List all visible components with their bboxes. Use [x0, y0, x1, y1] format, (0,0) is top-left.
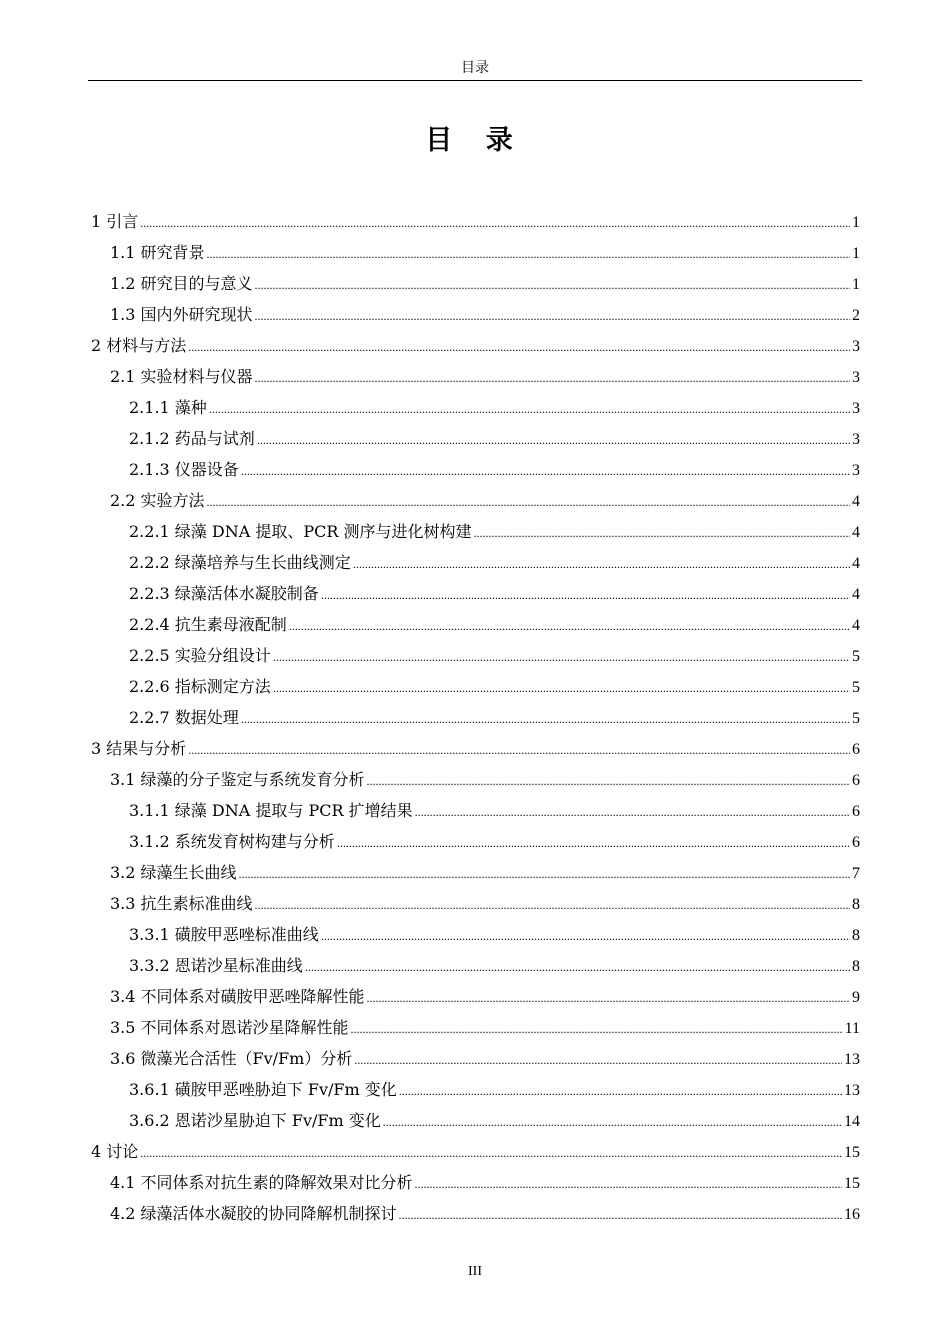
toc-dot-leader: [255, 270, 850, 301]
toc-entry[interactable]: [110, 299, 860, 330]
toc-entry-page: 3: [852, 400, 860, 417]
toc-dot-leader: [140, 208, 850, 239]
toc-dot-leader: [207, 239, 850, 270]
toc-dot-leader: [273, 642, 850, 673]
toc-entry-page: 6: [852, 803, 860, 820]
toc-entry-page: 8: [852, 958, 860, 975]
toc-dot-leader: [367, 983, 850, 1014]
toc-entry-page: 4: [852, 493, 860, 510]
toc-entry-label: 2.1.2 药品与试剂: [129, 429, 255, 448]
toc-entry[interactable]: [110, 1043, 860, 1074]
toc-entry-label: 2.2 实验方法: [110, 491, 205, 510]
toc-entry[interactable]: [110, 485, 860, 516]
toc-dot-leader: [351, 1014, 843, 1045]
toc-dot-leader: [241, 456, 850, 487]
toc-entry[interactable]: [129, 578, 860, 609]
toc-dot-leader: [354, 1045, 842, 1076]
toc-entry[interactable]: [110, 764, 860, 795]
toc-entry-page: 4: [852, 555, 860, 572]
toc-entry-label: 3.6.1 磺胺甲恶唑胁迫下 Fv/Fm 变化: [129, 1080, 397, 1099]
toc-entry[interactable]: [91, 733, 860, 764]
toc-dot-leader: [273, 673, 850, 704]
header-rule: [88, 80, 862, 81]
toc-dot-leader: [239, 859, 850, 890]
toc-dot-leader: [383, 1107, 842, 1138]
toc-entry-label: 2.1 实验材料与仪器: [110, 367, 253, 386]
toc-entry-page: 5: [852, 679, 860, 696]
toc-dot-leader: [241, 704, 850, 735]
toc-entry-page: 15: [844, 1175, 860, 1192]
toc-entry-page: 1: [852, 276, 860, 293]
toc-dot-leader: [207, 487, 850, 518]
toc-entry[interactable]: [110, 1012, 860, 1043]
toc-entry-page: 3: [852, 462, 860, 479]
toc-dot-leader: [321, 921, 850, 952]
toc-entry-page: 13: [844, 1082, 860, 1099]
toc-dot-leader: [337, 828, 850, 859]
toc-entry-page: 5: [852, 710, 860, 727]
toc-entry-label: 2 材料与方法: [91, 336, 187, 355]
toc-entry-label: 1.3 国内外研究现状: [110, 305, 253, 324]
toc-entry-page: 14: [844, 1113, 860, 1130]
toc-entry-page: 13: [844, 1051, 860, 1068]
toc-entry-page: 15: [844, 1144, 860, 1161]
toc-entry-page: 4: [852, 586, 860, 603]
toc-entry-label: 3.1.2 系统发育树构建与分析: [129, 832, 335, 851]
toc-entry[interactable]: [129, 1074, 860, 1105]
toc-entry-label: 4.1 不同体系对抗生素的降解效果对比分析: [110, 1173, 413, 1192]
toc-dot-leader: [367, 766, 850, 797]
toc-dot-leader: [399, 1076, 842, 1107]
toc-entry-label: 3.2 绿藻生长曲线: [110, 863, 237, 882]
toc-entry-page: 3: [852, 369, 860, 386]
toc-dot-leader: [188, 735, 850, 766]
toc-entry[interactable]: [129, 392, 860, 423]
toc-entry[interactable]: [129, 826, 860, 857]
toc-entry[interactable]: [129, 950, 860, 981]
toc-entry-label: 3.1.1 绿藻 DNA 提取与 PCR 扩增结果: [129, 801, 413, 820]
toc-entry[interactable]: [110, 888, 860, 919]
toc-entry[interactable]: [129, 795, 860, 826]
page-number: III: [468, 1264, 482, 1279]
toc-entry-label: 1 引言: [91, 212, 139, 231]
toc-dot-leader: [289, 611, 850, 642]
toc-dot-leader: [255, 363, 850, 394]
toc-entry-label: 2.2.1 绿藻 DNA 提取、PCR 测序与进化树构建: [129, 522, 472, 541]
toc-dot-leader: [188, 332, 850, 363]
toc-entry[interactable]: [110, 1167, 860, 1198]
toc-entry-label: 2.1.3 仪器设备: [129, 460, 239, 479]
toc-entry-page: 9: [852, 989, 860, 1006]
toc-entry[interactable]: [129, 671, 860, 702]
toc-entry[interactable]: [110, 857, 860, 888]
toc-dot-leader: [415, 797, 850, 828]
toc-entry[interactable]: [129, 609, 860, 640]
toc-entry[interactable]: [129, 1105, 860, 1136]
toc-entry[interactable]: [129, 702, 860, 733]
toc-entry-label: 2.2.7 数据处理: [129, 708, 239, 727]
toc-entry-label: 3.5 不同体系对恩诺沙星降解性能: [110, 1018, 349, 1037]
toc-entry-label: 3.4 不同体系对磺胺甲恶唑降解性能: [110, 987, 365, 1006]
toc-dot-leader: [399, 1200, 842, 1231]
toc-entry-label: 3.3.1 磺胺甲恶唑标准曲线: [129, 925, 319, 944]
toc-entry-page: 6: [852, 741, 860, 758]
toc-entry[interactable]: [129, 547, 860, 578]
toc-entry-page: 3: [852, 431, 860, 448]
toc-entry-page: 1: [852, 214, 860, 231]
toc-dot-leader: [321, 580, 850, 611]
toc-entry-page: 5: [852, 648, 860, 665]
toc-entry-label: 3.1 绿藻的分子鉴定与系统发育分析: [110, 770, 365, 789]
toc-entry-label: 4.2 绿藻活体水凝胶的协同降解机制探讨: [110, 1204, 397, 1223]
toc-entry-label: 2.2.5 实验分组设计: [129, 646, 271, 665]
toc-title: 目 录: [425, 125, 525, 156]
toc-entry-label: 2.2.6 指标测定方法: [129, 677, 271, 696]
toc-entry-page: 7: [852, 865, 860, 882]
toc-dot-leader: [474, 518, 851, 549]
toc-entry-label: 1.1 研究背景: [110, 243, 205, 262]
toc-entry-page: 6: [852, 834, 860, 851]
toc-entry-label: 1.2 研究目的与意义: [110, 274, 253, 293]
toc-entry[interactable]: [110, 361, 860, 392]
running-header: 目录: [461, 60, 489, 76]
toc-entry-label: 2.2.3 绿藻活体水凝胶制备: [129, 584, 319, 603]
toc-entry[interactable]: [91, 330, 860, 361]
toc-dot-leader: [255, 890, 850, 921]
toc-entry[interactable]: [110, 237, 860, 268]
toc-dot-leader: [209, 394, 850, 425]
toc-entry-page: 4: [852, 617, 860, 634]
toc-dot-leader: [140, 1138, 842, 1169]
toc-entry-label: 4 讨论: [91, 1142, 139, 1161]
toc-entry-label: 3.3.2 恩诺沙星标准曲线: [129, 956, 303, 975]
toc-entry[interactable]: [110, 981, 860, 1012]
toc-entry[interactable]: [129, 454, 860, 485]
toc-entry-label: 2.1.1 藻种: [129, 398, 207, 417]
toc-entry[interactable]: [129, 919, 860, 950]
toc-dot-leader: [415, 1169, 842, 1200]
toc-entry-page: 2: [852, 307, 860, 324]
toc-entry[interactable]: [129, 640, 860, 671]
toc-entry-page: 11: [844, 1020, 860, 1037]
toc-dot-leader: [353, 549, 850, 580]
toc-entry[interactable]: [110, 1198, 860, 1229]
toc-entry-page: 8: [852, 927, 860, 944]
toc-entry-label: 2.2.4 抗生素母液配制: [129, 615, 287, 634]
toc-dot-leader: [255, 301, 850, 332]
toc-entry[interactable]: [91, 1136, 860, 1167]
toc-entry[interactable]: [129, 516, 860, 547]
toc-entry-label: 3.3 抗生素标准曲线: [110, 894, 253, 913]
toc-entry-page: 16: [844, 1206, 860, 1223]
toc-entry-page: 4: [852, 524, 860, 541]
toc-entry-label: 2.2.2 绿藻培养与生长曲线测定: [129, 553, 351, 572]
toc-entry-page: 1: [852, 245, 860, 262]
toc-entry-label: 3.6 微藻光合活性（Fv/Fm）分析: [110, 1049, 353, 1068]
toc-entry[interactable]: [91, 206, 860, 237]
toc-entry-page: 6: [852, 772, 860, 789]
toc-entry[interactable]: [110, 268, 860, 299]
toc-dot-leader: [257, 425, 850, 456]
toc-entry-label: 3 结果与分析: [91, 739, 187, 758]
toc-dot-leader: [305, 952, 850, 983]
toc-entry-page: 8: [852, 896, 860, 913]
toc-entry-page: 3: [852, 338, 860, 355]
toc-entry-label: 3.6.2 恩诺沙星胁迫下 Fv/Fm 变化: [129, 1111, 381, 1130]
toc-entry[interactable]: [129, 423, 860, 454]
